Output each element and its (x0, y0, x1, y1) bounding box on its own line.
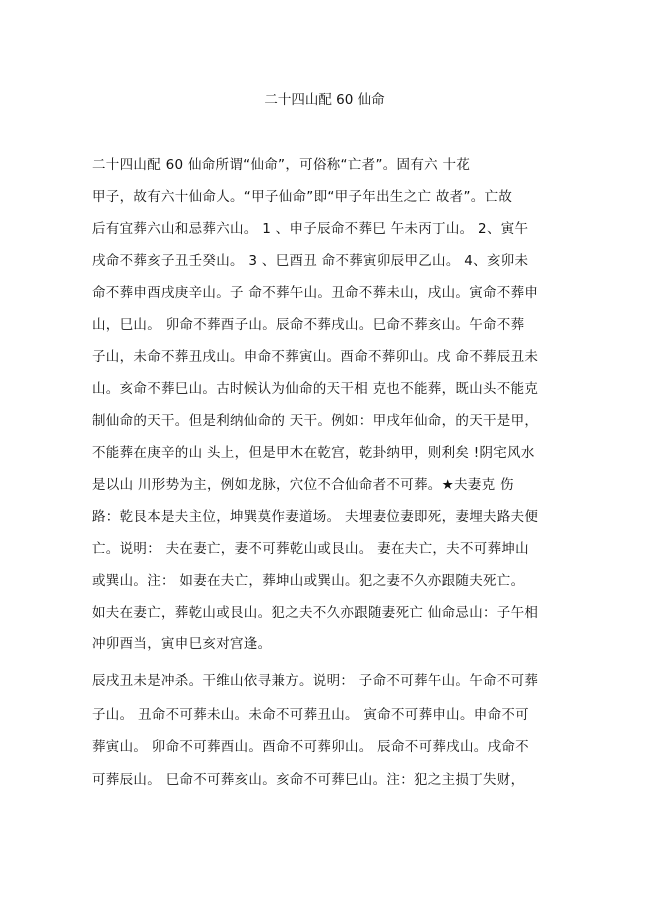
text-line-19: 葬寅山。 卯命不可葬酉山。酉命不可葬卯山。 辰命不可葬戌山。戌命不 (92, 739, 529, 755)
text-line-1: 二十四山配 60 仙命所谓“仙命”，可俗称“亡者”。固有六 十花 (92, 157, 471, 173)
text-line-4: 戌命不葬亥子丑壬癸山。 3 、巳酉丑 命不葬寅卯辰甲乙山。 4、亥卯未 (92, 253, 529, 269)
text-line-10: 不能葬在庚辛的山 头上，但是甲木在乾宫，乾卦纳甲，则利矣 !阴宅风水 (92, 445, 535, 461)
text-line-18: 子山。 丑命不可葬未山。未命不可葬丑山。 寅命不可葬申山。申命不可 (92, 707, 529, 723)
text-line-14: 或巽山。注： 如妻在夫亡，葬坤山或巽山。犯之妻不久亦跟随夫死亡。 (92, 573, 525, 589)
text-line-7: 子山，未命不葬丑戌山。申命不葬寅山。酉命不葬卯山。戌 命不葬辰丑未 (92, 349, 539, 365)
text-line-11: 是以山 川形势为主，例如龙脉，穴位不合仙命者不可葬。★夫妻克 伤 (92, 477, 514, 493)
text-line-17: 辰戌丑未是冲杀。干维山依寻兼方。说明： 子命不可葬午山。午命不可葬 (92, 673, 539, 689)
text-line-9: 制仙命的天干。但是利纳仙命的 天干。例如：甲戌年仙命，的天干是甲， (92, 413, 539, 429)
page-title: 二十四山配 60 仙命 (264, 92, 385, 108)
text-line-16: 冲卯酉当，寅申巳亥对宫逢。 (92, 636, 272, 652)
text-line-2: 甲子，故有六十仙命人。“甲子仙命”即“甲子年出生之亡 故者”。亡故 (92, 189, 513, 205)
text-line-6: 山，巳山。 卯命不葬酉子山。辰命不葬戌山。巳命不葬亥山。午命不葬 (92, 317, 525, 333)
text-line-5: 命不葬申酉戌庚辛山。子 命不葬午山。丑命不葬未山，戌山。寅命不葬申 (92, 285, 539, 301)
text-line-3: 后有宜葬六山和忌葬六山。 1 、申子辰命不葬巳 午未丙丁山。 2、寅午 (92, 221, 529, 237)
text-line-8: 山。亥命不葬巳山。古时候认为仙命的天干相 克也不能葬，既山头不能克 (92, 381, 539, 397)
text-line-15: 如夫在妻亡，葬乾山或艮山。犯之夫不久亦跟随妻死亡 仙命忌山：子午相 (92, 605, 539, 621)
text-line-20: 可葬辰山。 巳命不可葬亥山。亥命不可葬巳山。注：犯之主损丁失财， (92, 772, 525, 788)
text-line-12: 路：乾艮本是夫主位，坤巽莫作妻道场。 夫埋妻位妻即死，妻埋夫路夫便 (92, 509, 539, 525)
text-line-13: 亡。说明： 夫在妻亡，妻不可葬乾山或艮山。 妻在夫亡，夫不可葬坤山 (92, 541, 529, 557)
